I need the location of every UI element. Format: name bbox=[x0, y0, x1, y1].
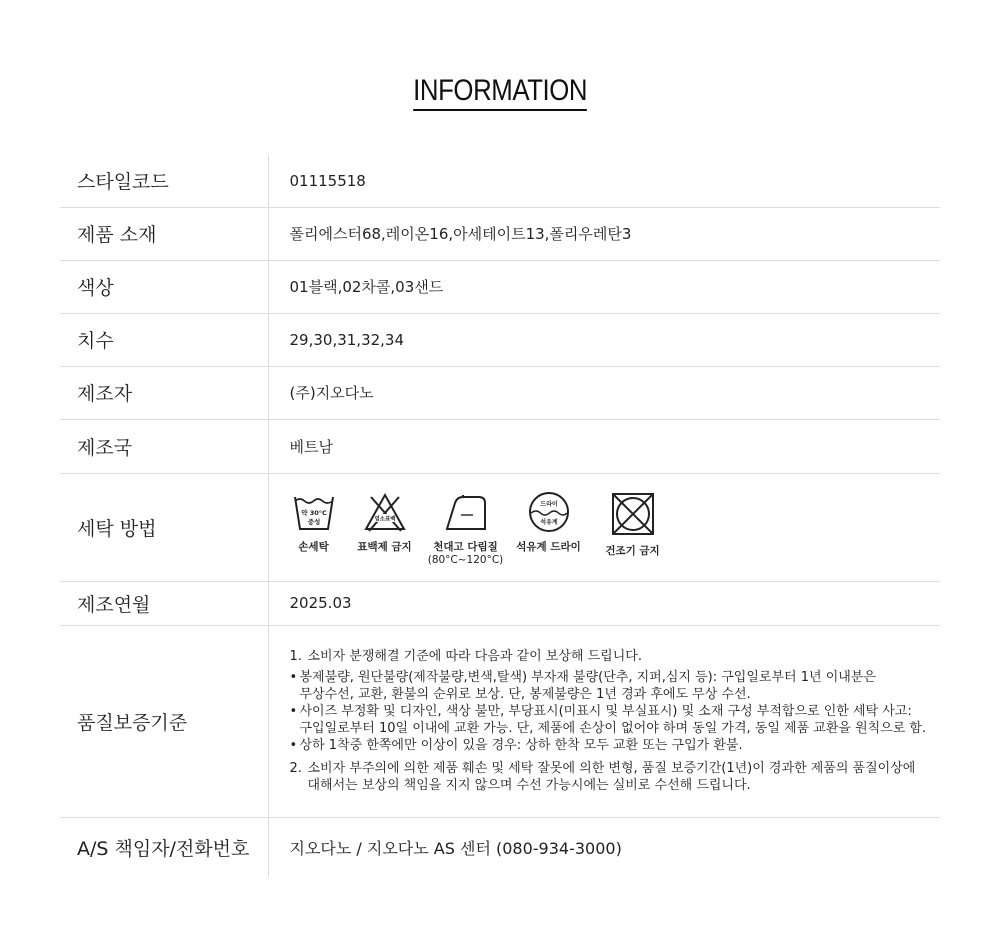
list-item: • 상하 1착중 한쪽에만 이상이 있을 경우: 상하 한착 모두 교환 또는 구입가 환불. bbox=[289, 738, 743, 753]
no-tumble-dry-label: 건조기 금지 bbox=[605, 544, 660, 557]
list-item: 1. 소비자 분쟁해결 기준에 따라 다음과 같이 보상해 드립니다. bbox=[289, 649, 642, 664]
table-row bbox=[60, 155, 940, 207]
petroleum-dry-clean-icon bbox=[527, 491, 571, 533]
material-label: 제품 소재 bbox=[60, 207, 268, 260]
washing-value bbox=[268, 473, 940, 581]
table-row bbox=[60, 625, 940, 817]
list-item-continued: 무상수선, 교환, 환불의 순위로 보상. 단, 봉제불량은 1년 경과 후에도 무상 수선. bbox=[299, 687, 751, 702]
country-value: 베트남 bbox=[268, 419, 940, 473]
iron-icon bbox=[443, 491, 489, 533]
size-label: 치수 bbox=[60, 313, 268, 366]
color-value: 01블랙,02차콜,03샌드 bbox=[268, 260, 940, 313]
color-label: 색상 bbox=[60, 260, 268, 313]
date-value: 2025.03 bbox=[268, 581, 940, 625]
list-item-continued: 대해서는 보상의 책임을 지지 않으며 수선 가능시에는 실비로 수선해 드립니다. bbox=[307, 778, 751, 793]
care-item bbox=[350, 491, 420, 554]
product-info-table bbox=[60, 155, 940, 877]
dry-clean-label: 석유계 드라이 bbox=[516, 540, 581, 553]
hand-wash-label: 손세탁 bbox=[298, 540, 329, 553]
hand-wash-icon bbox=[292, 491, 336, 533]
table-row bbox=[60, 419, 940, 473]
table-row bbox=[60, 207, 940, 260]
care-symbols bbox=[290, 489, 941, 566]
table-row bbox=[60, 473, 940, 581]
material-value: 폴리에스터68,레이온16,아세테이트13,폴리우레탄3 bbox=[268, 207, 940, 260]
iron-label: 천대고 다림질 bbox=[433, 540, 498, 553]
list-item: 2. 소비자 부주의에 의한 제품 훼손 및 세탁 잘못에 의한 변형, 품질 보증기간(1년)이 경과한 제품의 품질이상에 bbox=[289, 761, 916, 776]
care-item bbox=[598, 491, 668, 558]
iron-temp-range: (80°C~120°C) bbox=[427, 553, 504, 566]
as-label: A/S 책임자/전화번호 bbox=[60, 817, 268, 877]
table-row bbox=[60, 313, 940, 366]
table-row bbox=[60, 581, 940, 625]
care-item bbox=[288, 491, 340, 554]
date-label: 제조연월 bbox=[60, 581, 268, 625]
svg-text:염소표백: 염소표백 bbox=[373, 516, 396, 522]
size-value: 29,30,31,32,34 bbox=[268, 313, 940, 366]
svg-text:드라이: 드라이 bbox=[539, 500, 558, 508]
quality-policy bbox=[290, 648, 941, 794]
washing-label: 세탁 방법 bbox=[60, 473, 268, 581]
table-row bbox=[60, 817, 940, 877]
table-row bbox=[60, 366, 940, 419]
list-item: • 봉제불량, 원단불량(제작불량,변색,탈색) 부자재 불량(단추, 지퍼,심지 등): 구입일로부터 1년 이내분은 bbox=[289, 670, 876, 685]
svg-text:석유계: 석유계 bbox=[539, 518, 558, 526]
quality-label: 품질보증기준 bbox=[60, 625, 268, 817]
list-item-continued: 구입일로부터 10일 이내에 교환 가능. 단, 제품에 손상이 없어야 하며 동일 가격, 동일 제품 교환을 원칙으로 함. bbox=[299, 721, 927, 736]
table-row bbox=[60, 260, 940, 313]
svg-text:약 30°C: 약 30°C bbox=[300, 508, 327, 517]
no-bleach-label: 표백제 금지 bbox=[357, 540, 412, 553]
country-label: 제조국 bbox=[60, 419, 268, 473]
style-code-label: 스타일코드 bbox=[60, 155, 268, 207]
no-tumble-dry-icon bbox=[610, 491, 656, 537]
maker-value: (주)지오다노 bbox=[268, 366, 940, 419]
care-item bbox=[426, 491, 506, 566]
maker-label: 제조자 bbox=[60, 366, 268, 419]
svg-text:중성: 중성 bbox=[307, 517, 320, 526]
care-item bbox=[510, 491, 588, 554]
style-code-value: 01115518 bbox=[268, 155, 940, 207]
no-bleach-icon bbox=[363, 491, 407, 533]
list-item: • 사이즈 부정확 및 디자인, 색상 불만, 부당표시(미표시 및 부실표시) 및 소재 구성 부적합으로 인한 세탁 사고: bbox=[289, 704, 912, 719]
quality-value bbox=[268, 625, 940, 817]
as-value: 지오다노 / 지오다노 AS 센터 (080-934-3000) bbox=[289, 838, 622, 858]
page-title: INFORMATION bbox=[413, 74, 587, 111]
